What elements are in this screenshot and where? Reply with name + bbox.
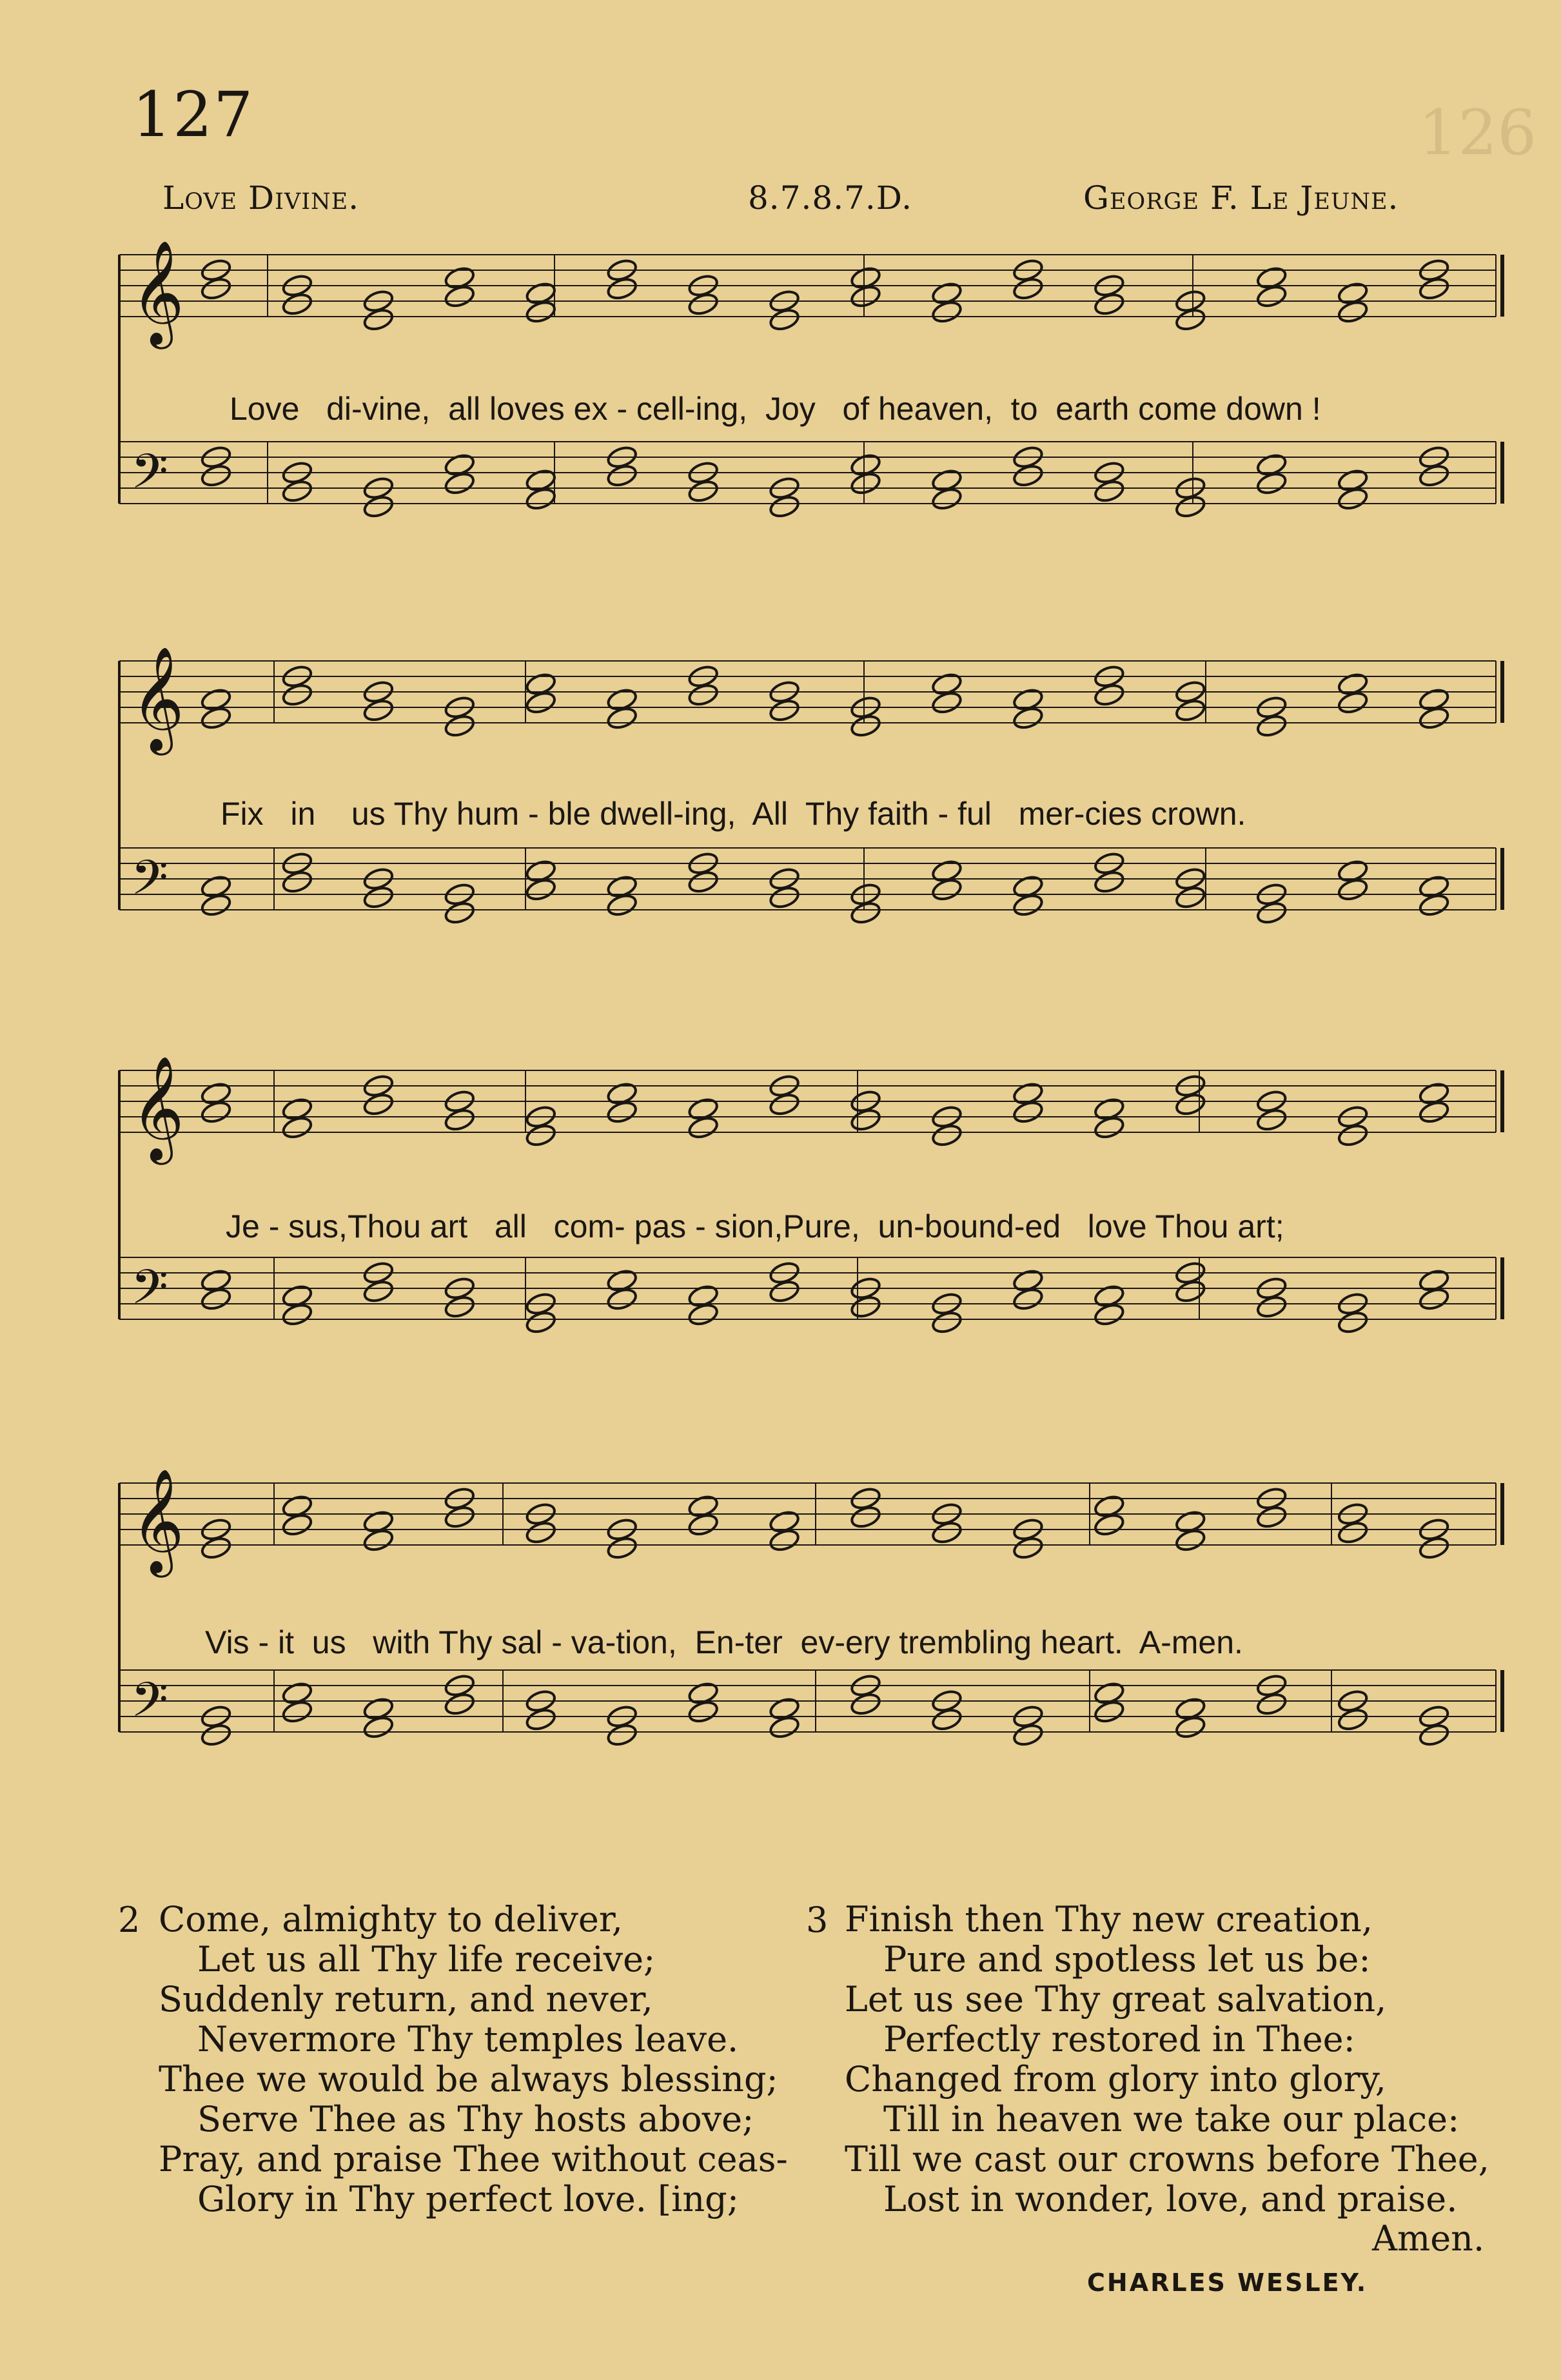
verse-line: Lost in wonder, love, and praise. [883, 2179, 1458, 2219]
verse-line: Thee we would be always blessing; [159, 2059, 778, 2100]
half-note [200, 1286, 232, 1312]
half-note [930, 877, 963, 902]
half-note [930, 486, 963, 511]
lyric-syllable: di-vine, [326, 391, 431, 427]
verse-number: 2 [118, 1900, 141, 1940]
lyric-syllable: Joy [765, 391, 816, 427]
half-note [1174, 1092, 1206, 1117]
half-note [1337, 690, 1369, 715]
half-note [606, 1535, 638, 1560]
half-note [1012, 705, 1044, 731]
half-note [444, 1107, 476, 1132]
lyric-syllable: Thy faith - ful [805, 796, 992, 832]
verse-line: Till in heaven we take our place: [883, 2099, 1460, 2139]
half-note [768, 307, 800, 332]
bleed-through-number: 126 [1419, 97, 1537, 169]
half-note [930, 1520, 963, 1545]
half-note [200, 1722, 232, 1747]
half-note [687, 1115, 720, 1140]
half-note [1012, 892, 1044, 918]
half-note [768, 1715, 800, 1740]
half-note [849, 713, 881, 738]
half-note [687, 478, 720, 504]
half-note [687, 869, 720, 894]
half-note [444, 713, 476, 738]
verse-line: Serve Thee as Thy hosts above; [197, 2099, 754, 2139]
half-note [1418, 463, 1450, 488]
half-note [687, 682, 720, 707]
half-note [606, 1286, 638, 1312]
verse-line: Perfectly restored in Thee: [883, 2019, 1355, 2060]
half-note [281, 869, 313, 894]
half-note [1012, 276, 1044, 301]
verse-2 [159, 1900, 788, 2219]
half-note [281, 1115, 313, 1140]
half-note [1255, 471, 1288, 496]
verse-line: Changed from glory into glory, [845, 2059, 1386, 2100]
half-note [606, 463, 638, 488]
half-note [768, 494, 800, 519]
half-note [1255, 1107, 1288, 1132]
lyric-syllable: un-bound-ed [878, 1208, 1061, 1244]
half-note [606, 276, 638, 301]
half-note [444, 1294, 476, 1319]
half-note [362, 307, 395, 332]
lyric-line-4 [205, 1624, 1243, 1661]
half-note [1012, 1099, 1044, 1125]
half-note [525, 1520, 557, 1545]
half-note [200, 892, 232, 918]
verse-line: Pray, and praise Thee without ceas- [159, 2139, 788, 2179]
half-note [362, 698, 395, 723]
half-note [687, 291, 720, 317]
half-note [606, 892, 638, 918]
half-note [281, 291, 313, 317]
half-note [525, 1123, 557, 1148]
half-note [606, 1099, 638, 1125]
half-note [930, 1123, 963, 1148]
half-note [768, 698, 800, 723]
bass-clef-icon: 𝄢 [131, 444, 168, 511]
bass-clef-icon: 𝄢 [131, 850, 168, 918]
bass-clef-icon: 𝄢 [131, 1259, 168, 1327]
half-note [606, 1722, 638, 1747]
treble-clef-icon: 𝄞 [131, 1056, 184, 1161]
half-note [1093, 1699, 1125, 1724]
half-note [1337, 877, 1369, 902]
half-note [849, 471, 881, 496]
lyric-syllable: of heaven, [842, 391, 993, 427]
amen-label: Amen. [1372, 2218, 1485, 2259]
half-note [525, 1310, 557, 1335]
lyric-syllable: Love [230, 391, 300, 427]
half-note [930, 690, 963, 715]
half-note [362, 1092, 395, 1117]
half-note [1012, 1722, 1044, 1747]
lyric-syllable: Je - sus,Thou art [226, 1208, 468, 1244]
treble-clef-icon: 𝄞 [131, 646, 184, 751]
lyric-syllable: to [1010, 391, 1038, 427]
lyric-syllable: En-ter [694, 1624, 783, 1660]
half-note [1174, 698, 1206, 723]
lyric-syllable: all loves ex - cell-ing, [448, 391, 748, 427]
half-note [930, 299, 963, 324]
verse-line: Let us see Thy great salvation, [845, 1979, 1387, 2020]
half-note [1418, 1286, 1450, 1312]
half-note [525, 299, 557, 324]
verse-line: Till we cast our crowns before Thee, [845, 2139, 1489, 2179]
half-note [362, 1528, 395, 1553]
half-note [444, 471, 476, 496]
half-note [1337, 1707, 1369, 1732]
half-note [1418, 705, 1450, 731]
half-note [1174, 885, 1206, 910]
half-note [1337, 299, 1369, 324]
half-note [1418, 1722, 1450, 1747]
half-note [1255, 713, 1288, 738]
verse-3 [845, 1900, 1489, 2219]
half-note [1255, 900, 1288, 925]
half-note [200, 705, 232, 731]
half-note [1337, 1123, 1369, 1148]
half-note [1255, 1294, 1288, 1319]
half-note [1418, 1535, 1450, 1560]
half-note [281, 682, 313, 707]
tune-name: Love Divine. [162, 179, 360, 217]
verse-number: 3 [806, 1900, 829, 1940]
lyric-line-2 [221, 795, 1246, 832]
half-note [1418, 276, 1450, 301]
lyric-syllable: all [494, 1208, 527, 1244]
half-note [687, 1512, 720, 1537]
half-note [768, 1092, 800, 1117]
half-note [606, 705, 638, 731]
half-note [849, 1294, 881, 1319]
verse-line: Finish then Thy new creation, [845, 1899, 1373, 1940]
half-note [200, 463, 232, 488]
half-note [444, 1691, 476, 1716]
half-note [1255, 284, 1288, 309]
half-note [849, 900, 881, 925]
half-note [768, 885, 800, 910]
half-note [525, 690, 557, 715]
half-note [444, 900, 476, 925]
lyric-syllable: All [752, 796, 789, 832]
lyric-syllable: mer-cies crown. [1018, 796, 1246, 832]
half-note [849, 284, 881, 309]
meter: 8.7.8.7.D. [748, 179, 913, 217]
half-note [1093, 1512, 1125, 1537]
lyric-syllable: earth come down ! [1055, 391, 1321, 427]
half-note [1174, 494, 1206, 519]
half-note [200, 1535, 232, 1560]
half-note [1255, 1691, 1288, 1716]
half-note [687, 1302, 720, 1327]
verse-line: Pure and spotless let us be: [883, 1939, 1371, 1980]
half-note [362, 885, 395, 910]
half-note [362, 1715, 395, 1740]
half-note [768, 1528, 800, 1553]
half-note [1093, 1115, 1125, 1140]
lyric-syllable: Fix [221, 796, 264, 832]
lyric-syllable: us [311, 1624, 346, 1660]
half-note [525, 877, 557, 902]
half-note [525, 1707, 557, 1732]
lyric-syllable: with Thy sal - va-tion, [373, 1624, 677, 1660]
half-note [281, 1699, 313, 1724]
half-note [687, 1699, 720, 1724]
half-note [930, 1707, 963, 1732]
half-note [849, 1504, 881, 1529]
lyric-syllable: us Thy hum - ble dwell-ing, [351, 796, 736, 832]
half-note [849, 1691, 881, 1716]
bass-clef-icon: 𝄢 [131, 1672, 168, 1740]
half-note [1174, 307, 1206, 332]
half-note [281, 478, 313, 504]
lyric-line-1 [230, 390, 1321, 428]
half-note [1012, 1286, 1044, 1312]
half-note [1093, 869, 1125, 894]
half-note [444, 284, 476, 309]
half-note [200, 1099, 232, 1125]
half-note [768, 1279, 800, 1304]
half-note [362, 1279, 395, 1304]
lyric-syllable: A-men. [1139, 1624, 1243, 1660]
half-note [1418, 1099, 1450, 1125]
half-note [1337, 1520, 1369, 1545]
half-note [281, 1302, 313, 1327]
half-note [444, 1504, 476, 1529]
half-note [1012, 463, 1044, 488]
half-note [362, 494, 395, 519]
half-note [1337, 486, 1369, 511]
half-note [1337, 1310, 1369, 1335]
half-note [1174, 1528, 1206, 1553]
lyric-syllable: Vis - it [205, 1624, 294, 1660]
half-note [1255, 1504, 1288, 1529]
verse-line: Suddenly return, and never, [159, 1979, 653, 2020]
verse-line: Glory in Thy perfect love. [ing; [197, 2179, 739, 2219]
half-note [1418, 892, 1450, 918]
lyric-syllable: in [290, 796, 316, 832]
author-credit: CHARLES WESLEY. [1087, 2268, 1368, 2297]
half-note [1012, 1535, 1044, 1560]
half-note [930, 1310, 963, 1335]
verse-line: Come, almighty to deliver, [159, 1899, 623, 1940]
lyric-line-3 [226, 1208, 1284, 1245]
half-note [1093, 682, 1125, 707]
half-note [849, 1107, 881, 1132]
lyric-syllable: com- pas - sion,Pure, [553, 1208, 860, 1244]
treble-clef-icon: 𝄞 [131, 1468, 184, 1573]
half-note [200, 276, 232, 301]
verse-line: Let us all Thy life receive; [197, 1939, 656, 1980]
treble-clef-icon: 𝄞 [131, 240, 184, 345]
half-note [1093, 1302, 1125, 1327]
verse-line: Nevermore Thy temples leave. [197, 2019, 739, 2060]
composer: George F. Le Jeune. [1083, 179, 1399, 217]
lyric-syllable: love Thou art; [1087, 1208, 1284, 1244]
half-note [281, 1512, 313, 1537]
half-note [1174, 1715, 1206, 1740]
lyric-syllable: ev-ery trembling heart. [800, 1624, 1123, 1660]
hymn-number: 127 [132, 79, 255, 151]
half-note [525, 486, 557, 511]
half-note [1093, 291, 1125, 317]
half-note [1174, 1279, 1206, 1304]
half-note [1093, 478, 1125, 504]
